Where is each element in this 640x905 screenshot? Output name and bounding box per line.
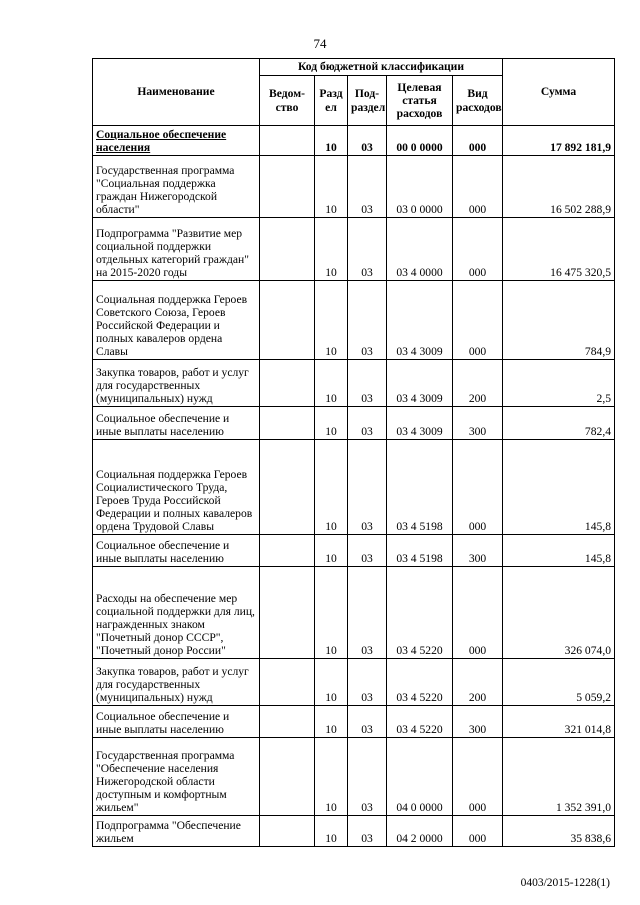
row-podrazdel: 03 (348, 659, 387, 706)
document-code: 0403/2015-1228(1) (520, 877, 610, 889)
row-podrazdel: 03 (348, 816, 387, 847)
row-celevaya: 03 4 3009 (387, 407, 453, 440)
row-name: Закупка товаров, работ и услуг для государственных (муниципальных) нужд (93, 659, 260, 706)
table-row (93, 659, 615, 706)
row-vid: 000 (453, 281, 503, 360)
row-summa: 1 352 391,0 (503, 738, 615, 816)
row-celevaya: 03 4 5220 (387, 567, 453, 659)
header-razdel: Разд ел (315, 76, 348, 126)
row-razdel: 10 (315, 360, 348, 407)
row-celevaya: 04 2 0000 (387, 816, 453, 847)
row-vedomstvo (260, 706, 315, 738)
header-name: Наименование (93, 59, 260, 126)
row-vid: 300 (453, 706, 503, 738)
row-razdel: 10 (315, 126, 348, 156)
row-vedomstvo (260, 659, 315, 706)
row-vedomstvo (260, 535, 315, 567)
table-row (93, 738, 615, 816)
row-vid: 000 (453, 440, 503, 535)
row-razdel: 10 (315, 535, 348, 567)
row-vedomstvo (260, 407, 315, 440)
row-celevaya: 03 4 5220 (387, 706, 453, 738)
row-podrazdel: 03 (348, 440, 387, 535)
row-vedomstvo (260, 156, 315, 218)
row-summa: 5 059,2 (503, 659, 615, 706)
row-razdel: 10 (315, 738, 348, 816)
table-row (93, 360, 615, 407)
row-celevaya: 03 4 0000 (387, 218, 453, 281)
row-celevaya: 03 0 0000 (387, 156, 453, 218)
row-vid: 200 (453, 360, 503, 407)
row-vid: 000 (453, 218, 503, 281)
row-name: Государственная программа "Социальная поддержка граждан Нижегородской области" (93, 156, 260, 218)
row-summa: 145,8 (503, 440, 615, 535)
row-vid: 300 (453, 535, 503, 567)
header-vid: Вид расходов (453, 76, 503, 126)
row-podrazdel: 03 (348, 738, 387, 816)
row-summa: 35 838,6 (503, 816, 615, 847)
row-vid: 200 (453, 659, 503, 706)
row-razdel: 10 (315, 218, 348, 281)
row-celevaya: 03 4 5198 (387, 535, 453, 567)
row-vid: 000 (453, 126, 503, 156)
row-celevaya: 03 4 5198 (387, 440, 453, 535)
row-name: Государственная программа "Обеспечение населения Нижегородской области доступным и комфортным жильем" (93, 738, 260, 816)
row-summa: 16 502 288,9 (503, 156, 615, 218)
row-podrazdel: 03 (348, 218, 387, 281)
row-celevaya: 03 4 5220 (387, 659, 453, 706)
row-summa: 784,9 (503, 281, 615, 360)
row-vedomstvo (260, 281, 315, 360)
row-summa: 782,4 (503, 407, 615, 440)
table-row (93, 440, 615, 535)
row-name: Социальное обеспечение и иные выплаты населению (93, 407, 260, 440)
row-razdel: 10 (315, 706, 348, 738)
row-summa: 2,5 (503, 360, 615, 407)
row-razdel: 10 (315, 440, 348, 535)
row-name: Социальное обеспечение и иные выплаты населению (93, 706, 260, 738)
row-celevaya: 04 0 0000 (387, 738, 453, 816)
row-podrazdel: 03 (348, 535, 387, 567)
row-vid: 000 (453, 816, 503, 847)
row-podrazdel: 03 (348, 360, 387, 407)
row-vedomstvo (260, 440, 315, 535)
row-summa: 145,8 (503, 535, 615, 567)
row-vid: 000 (453, 738, 503, 816)
row-podrazdel: 03 (348, 281, 387, 360)
header-vedomstvo: Ведом-ство (260, 76, 315, 126)
row-summa: 326 074,0 (503, 567, 615, 659)
row-vedomstvo (260, 218, 315, 281)
row-celevaya: 03 4 3009 (387, 281, 453, 360)
table-row (93, 126, 615, 156)
table-row (93, 407, 615, 440)
header-podrazdel: Под-раздел (348, 76, 387, 126)
row-vid: 300 (453, 407, 503, 440)
row-name: Расходы на обеспечение мер социальной поддержки для лиц, награжденных знаком "Почетный донор СССР", "Почетный донор России" (93, 567, 260, 659)
row-vedomstvo (260, 126, 315, 156)
table-row (93, 218, 615, 281)
row-razdel: 10 (315, 156, 348, 218)
row-podrazdel: 03 (348, 407, 387, 440)
header-summa: Сумма (503, 59, 615, 126)
row-name: Социальное обеспечение и иные выплаты населению (93, 535, 260, 567)
table-row (93, 706, 615, 738)
row-vedomstvo (260, 816, 315, 847)
table-row (93, 535, 615, 567)
table-row (93, 816, 615, 847)
row-name: Социальная поддержка Героев Советского Союза, Героев Российской Федерации и полных кавалеров ордена Славы (93, 281, 260, 360)
budget-table (92, 58, 615, 847)
row-name: Социальная поддержка Героев Социалистического Труда, Героев Труда Российской Федерации и полных кавалеров ордена Трудовой Славы (93, 440, 260, 535)
row-name: Социальное обеспечение населения (93, 126, 260, 156)
row-summa: 17 892 181,9 (503, 126, 615, 156)
table-body (93, 126, 615, 847)
row-razdel: 10 (315, 407, 348, 440)
page-number: 74 (313, 36, 327, 51)
row-vid: 000 (453, 156, 503, 218)
row-vedomstvo (260, 567, 315, 659)
table-row (93, 281, 615, 360)
row-name: Подпрограмма "Развитие мер социальной поддержки отдельных категорий граждан" на 2015-2020 годы (93, 218, 260, 281)
row-summa: 321 014,8 (503, 706, 615, 738)
row-razdel: 10 (315, 567, 348, 659)
header-classification-group: Код бюджетной классификации (260, 59, 503, 76)
row-vedomstvo (260, 360, 315, 407)
row-podrazdel: 03 (348, 126, 387, 156)
row-podrazdel: 03 (348, 156, 387, 218)
row-razdel: 10 (315, 816, 348, 847)
table-row (93, 156, 615, 218)
row-summa: 16 475 320,5 (503, 218, 615, 281)
row-razdel: 10 (315, 659, 348, 706)
row-celevaya: 03 4 3009 (387, 360, 453, 407)
row-name: Закупка товаров, работ и услуг для государственных (муниципальных) нужд (93, 360, 260, 407)
row-podrazdel: 03 (348, 567, 387, 659)
row-vid: 000 (453, 567, 503, 659)
table-header (93, 59, 615, 126)
row-podrazdel: 03 (348, 706, 387, 738)
row-razdel: 10 (315, 281, 348, 360)
table-row (93, 567, 615, 659)
row-celevaya: 00 0 0000 (387, 126, 453, 156)
row-name: Подпрограмма "Обеспечение жильем (93, 816, 260, 847)
row-vedomstvo (260, 738, 315, 816)
header-celevaya: Целевая статья расходов (387, 76, 453, 126)
